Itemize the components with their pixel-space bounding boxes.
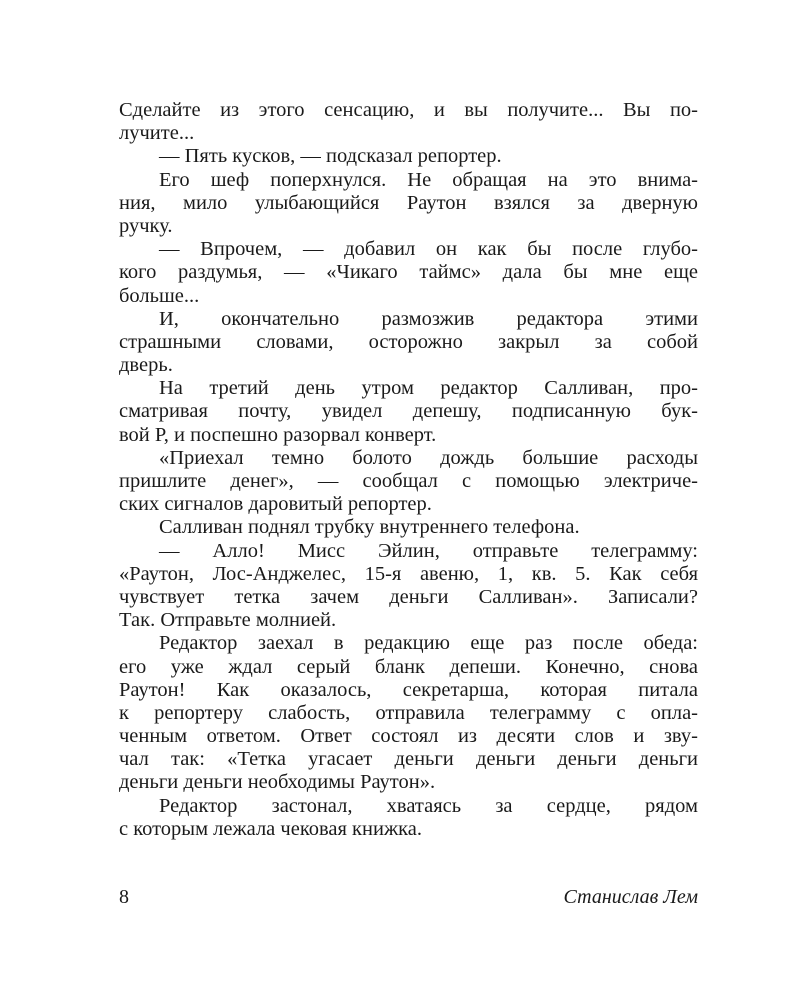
text-line: «Приехал темно болото дождь большие расходы [159, 446, 698, 469]
text-line: «Раутон, Лос-Анджелес, 15-я авеню, 1, кв. 5. Как себя [119, 562, 698, 585]
running-footer-author: Станислав Лем [563, 886, 698, 908]
text-line: — Впрочем, — добавил он как бы после глубо- [159, 238, 698, 261]
text-line: И, окончательно размозжив редактора этими [159, 307, 698, 330]
text-line: кого раздумья, — «Чикаго таймс» дала бы мне еще [119, 261, 698, 284]
text-line: ских сигналов даровитый репортер. [119, 493, 432, 516]
text-line: чувствует тетка зачем деньги Салливан». Записали? [119, 585, 698, 608]
text-line: дверь. [119, 354, 173, 377]
text-line: На третий день утром редактор Салливан, про- [159, 377, 698, 400]
text-line: вой Р, и поспешно разорвал конверт. [119, 423, 437, 446]
text-line: Редактор заехал в редакцию еще раз после обеда: [159, 632, 698, 655]
text-line: больше... [119, 284, 200, 307]
text-line: Сделайте из этого сенсацию, и вы получите... Вы по- [119, 99, 698, 121]
text-line: ния, мило улыбающийся Раутон взялся за дверную [119, 191, 698, 214]
text-line: к репортеру слабость, отправила телеграмму с опла- [119, 701, 698, 724]
page-number: 8 [119, 886, 129, 908]
text-line: Его шеф поперхнулся. Не обращая на это внима- [159, 168, 698, 191]
text-line: пришлите денег», — сообщал с помощью электриче- [119, 470, 698, 492]
text-line: лучите... [119, 122, 195, 145]
text-line: ченным ответом. Ответ состоял из десяти слов и зву- [119, 725, 698, 748]
text-line: сматривая почту, увидел депешу, подписанную бук- [119, 400, 698, 423]
text-line: Раутон! Как оказалось, секретарша, которая питала [119, 678, 698, 701]
text-line: Салливан поднял трубку внутреннего телефона. [159, 516, 580, 539]
text-line: чал так: «Тетка угасает деньги деньги деньги деньги [119, 748, 698, 771]
body-text [119, 99, 698, 841]
text-line: — Пять кусков, — подсказал репортер. [159, 145, 502, 168]
text-line: Редактор застонал, хватаясь за сердце, рядом [159, 794, 698, 817]
text-line: — Алло! Мисс Эйлин, отправьте телеграмму: [159, 539, 698, 562]
text-line: Так. Отправьте молнией. [119, 609, 337, 632]
text-line: с которым лежала чековая книжка. [119, 817, 422, 840]
text-line: деньги деньги необходимы Раутон». [119, 771, 436, 794]
text-line: страшными словами, осторожно закрыл за собой [119, 330, 698, 353]
text-line: ручку. [119, 214, 173, 237]
text-line: его уже ждал серый бланк депеши. Конечно, снова [119, 655, 698, 678]
